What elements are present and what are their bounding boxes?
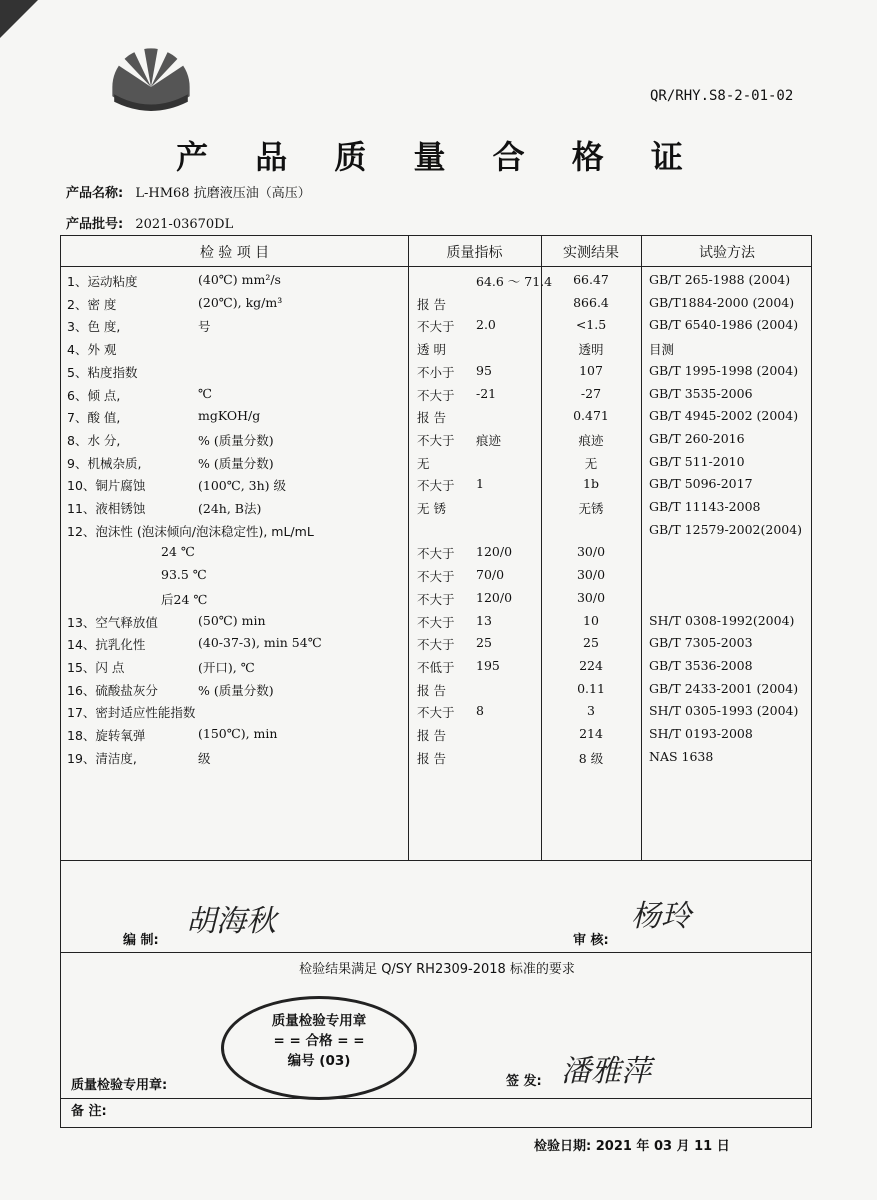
row-condition: (开口), ℃ bbox=[198, 659, 255, 675]
batch-row bbox=[66, 213, 233, 232]
row-spec-prefix: 无 bbox=[417, 455, 430, 471]
row-spec-value: 8 bbox=[476, 703, 484, 719]
remarks-label: 备 注: bbox=[71, 1104, 107, 1119]
row-condition: % (质量分数) bbox=[198, 455, 274, 471]
row-spec-prefix: 报 告 bbox=[417, 750, 446, 766]
col-divider bbox=[408, 236, 409, 860]
row-result: 66.47 bbox=[573, 272, 609, 287]
row-condition: 93.5 ℃ bbox=[161, 567, 207, 583]
row-method: GB/T 265-1988 (2004) bbox=[649, 272, 791, 287]
body-divider bbox=[61, 860, 811, 861]
row-spec-prefix: 不大于 bbox=[417, 546, 455, 562]
compiler-label: 编 制: bbox=[123, 933, 159, 948]
company-logo bbox=[105, 30, 197, 122]
stamp-divider bbox=[61, 1098, 811, 1099]
row-result: 8 级 bbox=[578, 750, 604, 766]
header-spec: 质量指标 bbox=[446, 245, 503, 261]
row-spec-prefix: 不低于 bbox=[417, 659, 455, 675]
row-spec-value: 2.0 bbox=[476, 317, 496, 333]
row-spec-prefix: 无 锈 bbox=[417, 501, 446, 516]
row-condition: 级 bbox=[198, 750, 211, 766]
row-result: 30/0 bbox=[576, 567, 606, 583]
row-item: 1、运动粘度 bbox=[67, 274, 138, 289]
row-condition: 24 ℃ bbox=[161, 544, 195, 560]
quality-table bbox=[60, 235, 812, 1128]
row-spec-prefix: 不大于 bbox=[417, 387, 455, 403]
row-method: SH/T 0308-1992(2004) bbox=[649, 612, 795, 628]
row-spec-value: 95 bbox=[476, 362, 492, 378]
row-method: 目测 bbox=[649, 342, 675, 358]
row-condition: (20℃), kg/m³ bbox=[198, 294, 283, 310]
row-method: NAS 1638 bbox=[649, 748, 714, 764]
row-condition: (50℃) min bbox=[198, 612, 266, 628]
row-item: 7、酸 值, bbox=[67, 410, 121, 426]
row-spec-prefix: 不大于 bbox=[417, 614, 455, 630]
row-item: 16、硫酸盐灰分 bbox=[67, 682, 158, 698]
product-name-label: 产品名称: bbox=[66, 186, 124, 201]
row-spec-prefix: 不大于 bbox=[417, 705, 455, 721]
row-result: 107 bbox=[579, 362, 603, 378]
row-spec-prefix: 报 告 bbox=[417, 728, 446, 743]
row-result: 1b bbox=[583, 476, 599, 492]
row-condition: (100℃, 3h) 级 bbox=[198, 478, 287, 494]
row-result: 0.471 bbox=[573, 408, 609, 424]
row-spec-value: 70/0 bbox=[476, 567, 505, 583]
row-item: 18、旋转氧弹 bbox=[67, 728, 146, 743]
row-item: 13、空气释放值 bbox=[67, 614, 158, 630]
row-result: <1.5 bbox=[575, 317, 607, 333]
row-result: 224 bbox=[579, 657, 603, 673]
header-item: 检 验 项 目 bbox=[199, 245, 270, 261]
stamp-line-1: 质量检验专用章 bbox=[271, 1013, 367, 1029]
row-item: 5、粘度指数 bbox=[67, 364, 138, 380]
batch-label: 产品批号: bbox=[66, 217, 124, 232]
reviewer-label: 审 核: bbox=[573, 933, 609, 948]
issuer-signature: 潘雅萍 bbox=[561, 1054, 651, 1089]
row-item: 3、色 度, bbox=[67, 319, 121, 335]
compiler-signature: 胡海秋 bbox=[186, 904, 276, 939]
row-result: 30/0 bbox=[576, 589, 606, 605]
row-method: GB/T 5096-2017 bbox=[649, 476, 753, 492]
row-method: SH/T 0305-1993 (2004) bbox=[649, 703, 799, 719]
header-divider bbox=[61, 266, 811, 267]
row-result: 10 bbox=[583, 612, 599, 628]
batch-number: 2021-03670DL bbox=[135, 217, 234, 232]
row-method: GB/T 3536-2008 bbox=[649, 657, 753, 673]
header-result: 实测结果 bbox=[563, 245, 619, 261]
row-spec-prefix: 不大于 bbox=[417, 432, 455, 448]
col-divider bbox=[641, 236, 642, 860]
reviewer-signature: 杨玲 bbox=[631, 899, 691, 934]
row-method: GB/T 12579-2002(2004) bbox=[649, 521, 803, 537]
row-condition: (24h, B法) bbox=[198, 501, 262, 516]
row-spec-prefix: 不大于 bbox=[417, 319, 455, 335]
row-spec-value: -21 bbox=[476, 385, 497, 401]
row-condition: % (质量分数) bbox=[198, 682, 274, 698]
row-method: SH/T 0193-2008 bbox=[649, 726, 753, 741]
document-code: QR/RHY.S8-2-01-02 bbox=[650, 88, 794, 104]
row-result: 无 bbox=[584, 455, 598, 471]
row-method: GB/T 7305-2003 bbox=[649, 635, 753, 651]
stamp-label: 质量检验专用章: bbox=[71, 1078, 168, 1093]
row-method: GB/T 3535-2006 bbox=[649, 385, 753, 401]
row-spec-prefix: 报 告 bbox=[417, 296, 446, 312]
row-method: GB/T 260-2016 bbox=[649, 430, 745, 446]
row-result: 214 bbox=[579, 726, 603, 741]
row-method: GB/T 1995-1998 (2004) bbox=[649, 362, 799, 378]
row-condition: 后24 ℃ bbox=[161, 591, 208, 607]
corner-mark bbox=[0, 0, 38, 38]
row-spec-prefix: 不大于 bbox=[417, 569, 455, 585]
row-condition: (150℃), min bbox=[198, 726, 278, 741]
row-item: 4、外 观 bbox=[67, 342, 117, 358]
certificate-title: 产 品 质 量 合 格 证 bbox=[176, 138, 701, 176]
row-condition: (40-37-3), min 54℃ bbox=[198, 635, 322, 651]
row-item: 8、水 分, bbox=[67, 432, 121, 448]
row-method: GB/T 6540-1986 (2004) bbox=[649, 317, 799, 333]
row-item: 10、铜片腐蚀 bbox=[67, 478, 146, 494]
row-item: 11、液相锈蚀 bbox=[67, 501, 146, 516]
product-name: L-HM68 抗磨液压油（高压） bbox=[135, 186, 311, 201]
row-result: 3 bbox=[587, 703, 595, 719]
row-spec-prefix: 报 告 bbox=[417, 682, 446, 698]
row-item: 17、密封适应性能指数 bbox=[67, 705, 196, 721]
row-result: 痕迹 bbox=[578, 432, 604, 448]
row-result: 25 bbox=[583, 635, 599, 651]
row-spec-prefix: 不大于 bbox=[417, 478, 455, 494]
stamp-line-3: 编号 (03) bbox=[287, 1053, 351, 1069]
conclusion-text: 检验结果满足 Q/SY RH2309-2018 标准的要求 bbox=[299, 962, 575, 977]
row-spec-value: 13 bbox=[476, 612, 492, 628]
row-condition: (40℃) mm²/s bbox=[198, 272, 281, 287]
row-result: 无锈 bbox=[578, 501, 604, 516]
row-result: 866.4 bbox=[573, 294, 609, 310]
product-name-row bbox=[66, 182, 311, 201]
row-spec-prefix: 透 明 bbox=[417, 342, 446, 358]
row-result: -27 bbox=[580, 385, 602, 401]
row-condition: mgKOH/g bbox=[198, 408, 261, 424]
row-spec-prefix: 不大于 bbox=[417, 637, 455, 653]
row-item: 9、机械杂质, bbox=[67, 455, 142, 471]
row-condition: 号 bbox=[198, 319, 211, 335]
row-result: 透明 bbox=[578, 342, 604, 358]
inspection-stamp bbox=[221, 996, 417, 1100]
row-method: GB/T 511-2010 bbox=[649, 453, 745, 469]
row-item: 14、抗乳化性 bbox=[67, 637, 146, 653]
inspection-date: 检验日期: 2021 年 03 月 11 日 bbox=[534, 1139, 730, 1154]
row-item: 6、倾 点, bbox=[67, 387, 121, 403]
row-spec-value: 195 bbox=[476, 657, 500, 673]
row-spec-value: 64.6 ～ 71.4 bbox=[476, 274, 553, 289]
issuer-label: 签 发: bbox=[506, 1074, 542, 1089]
row-method: GB/T1884-2000 (2004) bbox=[649, 294, 795, 310]
row-item: 15、闪 点 bbox=[67, 659, 125, 675]
row-item: 19、清洁度, bbox=[67, 750, 137, 766]
row-spec-value: 25 bbox=[476, 635, 492, 651]
row-condition: ℃ bbox=[198, 385, 212, 401]
row-method: GB/T 11143-2008 bbox=[649, 499, 761, 514]
row-condition: % (质量分数) bbox=[198, 432, 274, 448]
row-spec-prefix: 不大于 bbox=[417, 591, 455, 607]
row-item: 12、泡沫性 (泡沫倾向/泡沫稳定性), mL/mL bbox=[67, 523, 314, 539]
signature-divider bbox=[61, 952, 811, 953]
row-spec-value: 120/0 bbox=[476, 544, 513, 560]
row-result: 30/0 bbox=[576, 544, 606, 560]
row-item: 2、密 度 bbox=[67, 296, 117, 312]
row-method: GB/T 4945-2002 (2004) bbox=[649, 408, 799, 424]
row-result: 0.11 bbox=[577, 680, 605, 696]
row-spec-prefix: 不小于 bbox=[417, 364, 455, 380]
stamp-line-2: = = 合格 = = bbox=[273, 1033, 365, 1049]
row-spec-value: 120/0 bbox=[476, 589, 513, 605]
row-spec-prefix: 报 告 bbox=[417, 410, 446, 426]
row-spec-value: 1 bbox=[476, 476, 484, 492]
row-spec-value: 痕迹 bbox=[476, 432, 502, 448]
header-method: 试验方法 bbox=[699, 245, 755, 261]
row-method: GB/T 2433-2001 (2004) bbox=[649, 680, 799, 696]
